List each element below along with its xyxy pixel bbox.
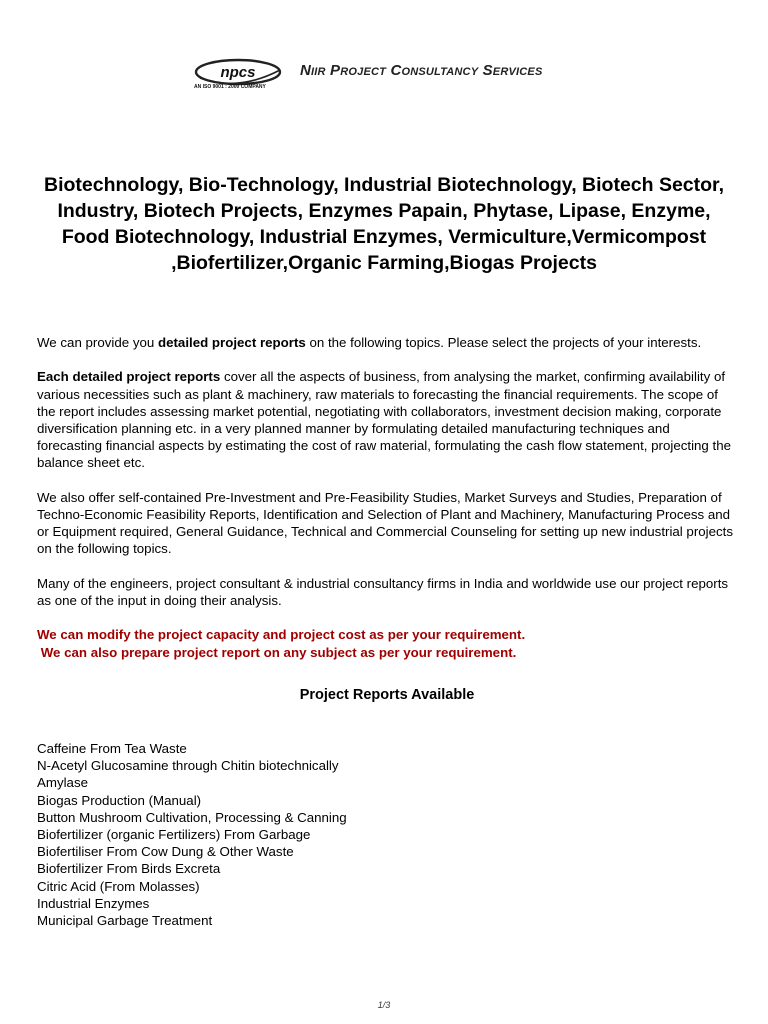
intro-paragraph <box>37 334 737 351</box>
services-paragraph: We also offer self-contained Pre-Investment and Pre-Feasibility Studies, Market Surveys and Studies, Preparation of Techno-Economic Feasibility Reports, Identification and Selection of Plant and Machinery, Manufacturing Process and or Equipment required, General Guidance, Technical and Commercial Counseling for setting up new industrial projects on the following topics. <box>37 489 733 557</box>
list-item: Biofertilizer (organic Fertilizers) From Garbage <box>37 827 311 843</box>
logo-tagline: AN ISO 9001 : 2000 COMPANY <box>194 84 266 90</box>
list-item: N-Acetyl Glucosamine through Chitin biotechnically <box>37 758 339 774</box>
intro-bold: detailed project reports <box>157 335 306 350</box>
scope-paragraph <box>37 368 737 471</box>
company-logo-header <box>190 54 600 96</box>
scope-bold: Each detailed project reports <box>37 369 221 385</box>
list-item: Caffeine From Tea Waste <box>37 741 187 756</box>
notice-line-1: We can modify the project capacity and project cost as per your requirement. <box>37 627 526 643</box>
logo-text: npcs <box>220 64 256 81</box>
scope-text: cover all the aspects of business, from analysing the market, confirming availability of various necessities such as plant & machinery, raw materials to forecasting the financial requirements. The scope of the report includes assessing market potential, negotiating with collaborators, investment decision making, corporate diversification planning etc. in a very planned manner by formulating detailed manufacturing techniques and forecasting financial aspects by estimating the cost of raw material, formulating the cash flow statement, projecting the balance sheet etc. <box>37 369 731 471</box>
notice-line-2: We can also prepare project report on any subject as per your requirement. <box>37 644 517 660</box>
notice-block <box>37 626 737 660</box>
list-item: Municipal Garbage Treatment <box>37 913 213 929</box>
intro-post: on the following topics. Please select the projects of your interests. <box>305 335 702 350</box>
document-body <box>37 334 737 929</box>
list-item: Button Mushroom Cultivation, Processing & Canning <box>37 809 347 825</box>
list-item: Biogas Production (Manual) <box>37 792 202 808</box>
list-item: Citric Acid (From Molasses) <box>37 878 200 894</box>
project-reports-heading: Project Reports Available <box>299 686 475 703</box>
list-item: Biofertilizer From Birds Excreta <box>37 861 221 877</box>
users-paragraph: Many of the engineers, project consultant & industrial consultancy firms in India and worldwide use our project reports as one of the input in doing their analysis. <box>37 575 729 608</box>
company-name: Niir Project Consultancy Services <box>300 62 543 79</box>
project-list <box>37 740 737 929</box>
page-number: 1/3 <box>377 1000 391 1010</box>
list-item: Industrial Enzymes <box>37 895 150 911</box>
document-title: Biotechnology, Bio-Technology, Industrial Biotechnology, Biotech Sector, Industry, Biotech Projects, Enzymes Papain, Phytase, Lipase, Enzyme, Food Biotechnology, Industrial Enzymes, Vermiculture,Vermicompost ,Biofertilizer,Organic Farming,Biogas Projects <box>43 174 724 274</box>
list-item: Amylase <box>37 775 88 791</box>
list-item: Biofertiliser From Cow Dung & Other Waste <box>37 844 294 860</box>
intro-pre: We can provide you <box>37 335 158 350</box>
